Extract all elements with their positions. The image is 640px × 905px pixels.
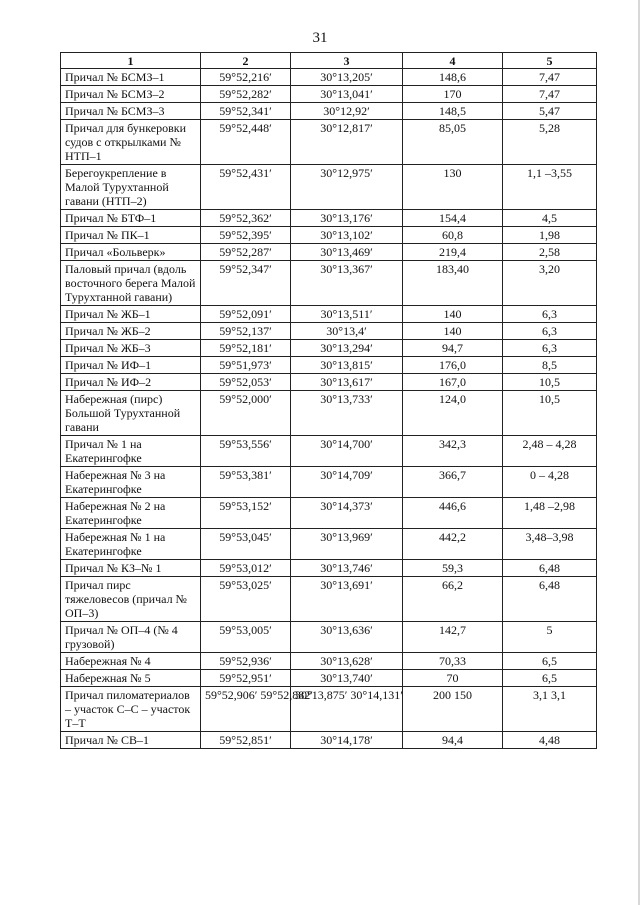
header-col-3: 3 — [291, 53, 403, 69]
longitude-cell: 30°13,205′ — [291, 69, 403, 86]
longitude-cell: 30°13,969′ — [291, 529, 403, 560]
table-row — [61, 560, 597, 577]
table-row — [61, 653, 597, 670]
berth-name-cell: Причал № ЖБ–1 — [61, 306, 201, 323]
longitude-cell: 30°14,700′ — [291, 436, 403, 467]
longitude-cell: 30°13,294′ — [291, 340, 403, 357]
longitude-cell: 30°13,746′ — [291, 560, 403, 577]
column-4-cell: 59,3 — [403, 560, 503, 577]
latitude-cell: 59°53,045′ — [201, 529, 291, 560]
column-5-cell: 3,20 — [503, 261, 597, 306]
berth-name-cell: Берегоукрепление в Малой Турухтанной гавани (НТП–2) — [61, 165, 201, 210]
latitude-cell: 59°53,381′ — [201, 467, 291, 498]
longitude-cell: 30°13,740′ — [291, 670, 403, 687]
latitude-cell: 59°53,152′ — [201, 498, 291, 529]
berth-name-cell: Причал «Больверк» — [61, 244, 201, 261]
table-row — [61, 529, 597, 560]
column-4-cell: 446,6 — [403, 498, 503, 529]
table-row — [61, 340, 597, 357]
table-row — [61, 391, 597, 436]
latitude-cell: 59°52,216′ — [201, 69, 291, 86]
berth-name-cell: Набережная № 5 — [61, 670, 201, 687]
table-row — [61, 86, 597, 103]
column-5-cell: 6,5 — [503, 653, 597, 670]
column-4-cell: 176,0 — [403, 357, 503, 374]
column-5-cell: 6,3 — [503, 340, 597, 357]
column-5-cell: 6,5 — [503, 670, 597, 687]
longitude-cell: 30°13,102′ — [291, 227, 403, 244]
berth-name-cell: Паловый причал (вдоль восточного берега Малой Турухтанной гавани) — [61, 261, 201, 306]
table-row — [61, 306, 597, 323]
longitude-cell: 30°13,367′ — [291, 261, 403, 306]
berth-name-cell: Причал пиломатериалов – участок С–С – участок Т–Т — [61, 687, 201, 732]
column-5-cell: 5,28 — [503, 120, 597, 165]
column-5-cell: 4,5 — [503, 210, 597, 227]
longitude-cell: 30°12,817′ — [291, 120, 403, 165]
berth-name-cell: Причал № ИФ–1 — [61, 357, 201, 374]
table-row — [61, 498, 597, 529]
berth-name-cell: Причал № 1 на Екатерингофке — [61, 436, 201, 467]
column-4-cell: 70,33 — [403, 653, 503, 670]
berth-name-cell: Набережная № 2 на Екатерингофке — [61, 498, 201, 529]
latitude-cell: 59°53,556′ — [201, 436, 291, 467]
latitude-cell: 59°53,025′ — [201, 577, 291, 622]
longitude-cell: 30°13,691′ — [291, 577, 403, 622]
longitude-cell: 30°13,469′ — [291, 244, 403, 261]
column-4-cell: 366,7 — [403, 467, 503, 498]
longitude-cell: 30°13,617′ — [291, 374, 403, 391]
berth-name-cell: Причал № БСМЗ–1 — [61, 69, 201, 86]
column-5-cell: 7,47 — [503, 69, 597, 86]
latitude-cell: 59°52,906′ 59°52,882′ — [201, 687, 291, 732]
latitude-cell: 59°52,137′ — [201, 323, 291, 340]
column-4-cell: 70 — [403, 670, 503, 687]
column-4-cell: 60,8 — [403, 227, 503, 244]
column-4-cell: 140 — [403, 323, 503, 340]
table-row — [61, 210, 597, 227]
longitude-cell: 30°12,975′ — [291, 165, 403, 210]
latitude-cell: 59°52,000′ — [201, 391, 291, 436]
column-4-cell: 442,2 — [403, 529, 503, 560]
column-4-cell: 148,6 — [403, 69, 503, 86]
table-row — [61, 467, 597, 498]
longitude-cell: 30°13,511′ — [291, 306, 403, 323]
column-5-cell: 6,48 — [503, 560, 597, 577]
latitude-cell: 59°52,053′ — [201, 374, 291, 391]
header-col-5: 5 — [503, 53, 597, 69]
latitude-cell: 59°52,181′ — [201, 340, 291, 357]
latitude-cell: 59°52,431′ — [201, 165, 291, 210]
berth-name-cell: Причал № КЗ–№ 1 — [61, 560, 201, 577]
table-row — [61, 323, 597, 340]
longitude-cell: 30°13,041′ — [291, 86, 403, 103]
berth-name-cell: Причал для бункеровки судов с открылками № НТП–1 — [61, 120, 201, 165]
table-row — [61, 622, 597, 653]
longitude-cell: 30°13,628′ — [291, 653, 403, 670]
latitude-cell: 59°52,936′ — [201, 653, 291, 670]
column-4-cell: 219,4 — [403, 244, 503, 261]
latitude-cell: 59°52,282′ — [201, 86, 291, 103]
column-5-cell: 4,48 — [503, 732, 597, 749]
column-5-cell: 6,48 — [503, 577, 597, 622]
table-row — [61, 261, 597, 306]
table-row — [61, 69, 597, 86]
column-4-cell: 170 — [403, 86, 503, 103]
table-row — [61, 120, 597, 165]
column-4-cell: 66,2 — [403, 577, 503, 622]
column-4-cell: 140 — [403, 306, 503, 323]
column-4-cell: 124,0 — [403, 391, 503, 436]
berth-name-cell: Причал № БТФ–1 — [61, 210, 201, 227]
berth-name-cell: Набережная (пирс) Большой Турухтанной гавани — [61, 391, 201, 436]
column-5-cell: 5,47 — [503, 103, 597, 120]
latitude-cell: 59°52,091′ — [201, 306, 291, 323]
column-5-cell: 3,1 3,1 — [503, 687, 597, 732]
table-row — [61, 244, 597, 261]
berth-name-cell: Набережная № 1 на Екатерингофке — [61, 529, 201, 560]
latitude-cell: 59°53,012′ — [201, 560, 291, 577]
latitude-cell: 59°52,448′ — [201, 120, 291, 165]
table-row — [61, 165, 597, 210]
column-5-cell: 1,48 –2,98 — [503, 498, 597, 529]
column-5-cell: 1,1 –3,55 — [503, 165, 597, 210]
latitude-cell: 59°52,347′ — [201, 261, 291, 306]
table-row — [61, 227, 597, 244]
column-5-cell: 8,5 — [503, 357, 597, 374]
berth-name-cell: Причал № ЖБ–2 — [61, 323, 201, 340]
column-4-cell: 94,7 — [403, 340, 503, 357]
column-4-cell: 154,4 — [403, 210, 503, 227]
berth-name-cell: Причал № ПК–1 — [61, 227, 201, 244]
berth-name-cell: Причал № БСМЗ–2 — [61, 86, 201, 103]
table-row — [61, 103, 597, 120]
column-4-cell: 94,4 — [403, 732, 503, 749]
table-row — [61, 732, 597, 749]
column-5-cell: 2,58 — [503, 244, 597, 261]
latitude-cell: 59°52,341′ — [201, 103, 291, 120]
longitude-cell: 30°14,373′ — [291, 498, 403, 529]
latitude-cell: 59°52,287′ — [201, 244, 291, 261]
column-5-cell: 6,3 — [503, 323, 597, 340]
latitude-cell: 59°52,951′ — [201, 670, 291, 687]
longitude-cell: 30°13,176′ — [291, 210, 403, 227]
longitude-cell: 30°14,709′ — [291, 467, 403, 498]
latitude-cell: 59°52,362′ — [201, 210, 291, 227]
latitude-cell: 59°52,851′ — [201, 732, 291, 749]
column-5-cell: 2,48 – 4,28 — [503, 436, 597, 467]
header-col-1: 1 — [61, 53, 201, 69]
berth-name-cell: Причал № ОП–4 (№ 4 грузовой) — [61, 622, 201, 653]
column-4-cell: 85,05 — [403, 120, 503, 165]
berth-name-cell: Набережная № 3 на Екатерингофке — [61, 467, 201, 498]
column-5-cell: 10,5 — [503, 374, 597, 391]
column-5-cell: 6,3 — [503, 306, 597, 323]
page-number: 31 — [312, 30, 328, 46]
latitude-cell: 59°53,005′ — [201, 622, 291, 653]
column-4-cell: 142,7 — [403, 622, 503, 653]
longitude-cell: 30°12,92′ — [291, 103, 403, 120]
column-5-cell: 1,98 — [503, 227, 597, 244]
column-4-cell: 183,40 — [403, 261, 503, 306]
column-5-cell: 3,48–3,98 — [503, 529, 597, 560]
column-4-cell: 342,3 — [403, 436, 503, 467]
longitude-cell: 30°13,4′ — [291, 323, 403, 340]
longitude-cell: 30°14,178′ — [291, 732, 403, 749]
latitude-cell: 59°51,973′ — [201, 357, 291, 374]
column-4-cell: 200 150 — [403, 687, 503, 732]
header-col-2: 2 — [201, 53, 291, 69]
berth-name-cell: Причал № ЖБ–3 — [61, 340, 201, 357]
longitude-cell: 30°13,733′ — [291, 391, 403, 436]
berth-name-cell: Причал № БСМЗ–3 — [61, 103, 201, 120]
berth-name-cell: Причал пирс тяжеловесов (причал № ОП–3) — [61, 577, 201, 622]
berth-name-cell: Причал № СВ–1 — [61, 732, 201, 749]
berth-name-cell: Причал № ИФ–2 — [61, 374, 201, 391]
longitude-cell: 30°13,636′ — [291, 622, 403, 653]
column-5-cell: 0 – 4,28 — [503, 467, 597, 498]
table-row — [61, 374, 597, 391]
column-5-cell: 5 — [503, 622, 597, 653]
column-4-cell: 130 — [403, 165, 503, 210]
table-row — [61, 670, 597, 687]
header-row — [61, 53, 597, 69]
berths-table — [60, 52, 597, 749]
longitude-cell: 30°13,875′ 30°14,131′ — [291, 687, 403, 732]
table-row — [61, 436, 597, 467]
table-row — [61, 577, 597, 622]
column-4-cell: 167,0 — [403, 374, 503, 391]
column-5-cell: 7,47 — [503, 86, 597, 103]
longitude-cell: 30°13,815′ — [291, 357, 403, 374]
berth-name-cell: Набережная № 4 — [61, 653, 201, 670]
table-row — [61, 687, 597, 732]
column-5-cell: 10,5 — [503, 391, 597, 436]
header-col-4: 4 — [403, 53, 503, 69]
latitude-cell: 59°52,395′ — [201, 227, 291, 244]
table-row — [61, 357, 597, 374]
column-4-cell: 148,5 — [403, 103, 503, 120]
